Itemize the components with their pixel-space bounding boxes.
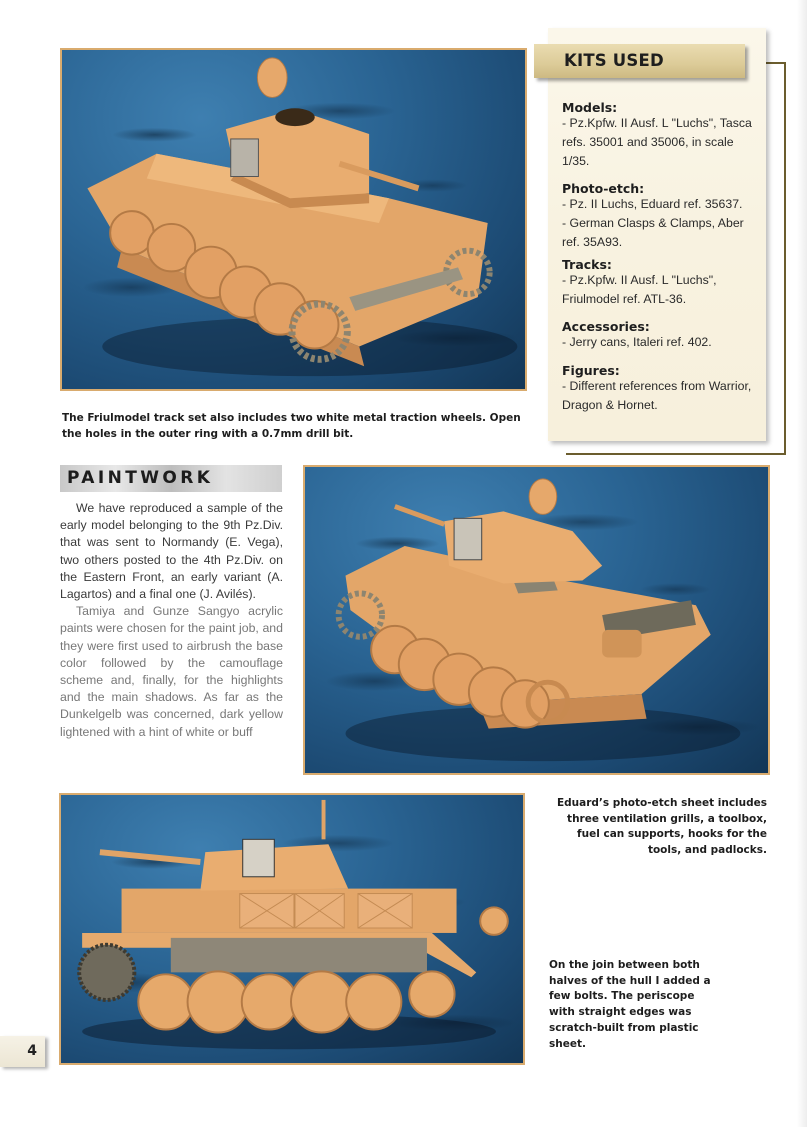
kits-section-figures	[562, 364, 762, 415]
kits-section-heading: Models:	[562, 100, 618, 115]
section-heading-paintwork: PAINTWORK	[60, 465, 282, 492]
paintwork-article-text	[60, 500, 283, 741]
page-edge-shadow	[797, 0, 807, 1127]
photo-tank-rear-three-quarter	[303, 465, 770, 775]
kits-section-models	[562, 101, 762, 171]
photo-caption-photo-etch: Eduard’s photo-etch sheet includes three ventilation grills, a toolbox, fuel can supports, hooks for the tools, and padlocks.	[556, 797, 767, 856]
kits-section-body: - Pz.Kpfw. II Ausf. L "Luchs", Tasca refs. 35001 and 35006, in scale 1/35.	[562, 116, 752, 168]
paintwork-paragraph: Tamiya and Gunze Sangyo acrylic paints were chosen for the paint job, and they were first used to airbrush the base color followed by the camouflage scheme and, finally, for the highlights and the main shadows. As far as the Dunkelgelb was concerned, dark yellow lightened with a hint of white or buff	[60, 604, 283, 739]
kits-section-body: - Different references from Warrior, Dragon & Hornet.	[562, 379, 752, 412]
kits-section-heading: Figures:	[562, 363, 620, 378]
photo-caption-track-set: The Friulmodel track set also includes two white metal traction wheels. Open the holes in the outer ring with a 0.7mm drill bit.	[62, 412, 521, 440]
tank-illustration-icon	[305, 467, 768, 773]
kits-used-title: KITS USED	[534, 44, 745, 78]
kits-section-photo-etch	[562, 182, 762, 252]
kits-section-heading: Accessories:	[562, 319, 650, 334]
paintwork-paragraph: We have reproduced a sample of the early model belonging to the 9th Pz.Div. that was sent to Normandy (E. Vega), two others posted to the 4th Pz.Div. on the Eastern Front, an early variant (A. Lagartos) and a final one (J. Avilés).	[60, 501, 283, 602]
kits-section-accessories	[562, 320, 762, 352]
kits-section-heading: Tracks:	[562, 257, 612, 272]
kits-section-body: - Pz.Kpfw. II Ausf. L "Luchs", Friulmodel ref. ATL-36.	[562, 273, 717, 306]
kits-section-body: - Pz. II Luchs, Eduard ref. 35637.	[562, 197, 743, 211]
kits-section-body-2: - German Clasps & Clamps, Aber ref. 35A93.	[562, 216, 744, 249]
photo-tank-front-three-quarter	[60, 48, 527, 391]
kits-section-tracks	[562, 258, 762, 309]
tank-illustration-icon	[62, 50, 525, 389]
photo-caption-hull-bolts: On the join between both halves of the hull I added a few bolts. The periscope with straight edges was scratch-built from plastic sheet.	[549, 959, 711, 1050]
tank-illustration-icon	[61, 795, 523, 1063]
kits-section-body: - Jerry cans, Italeri ref. 402.	[562, 335, 712, 349]
page-number: 4	[0, 1036, 45, 1067]
photo-tank-side-view	[59, 793, 525, 1065]
kits-section-heading: Photo-etch:	[562, 181, 645, 196]
